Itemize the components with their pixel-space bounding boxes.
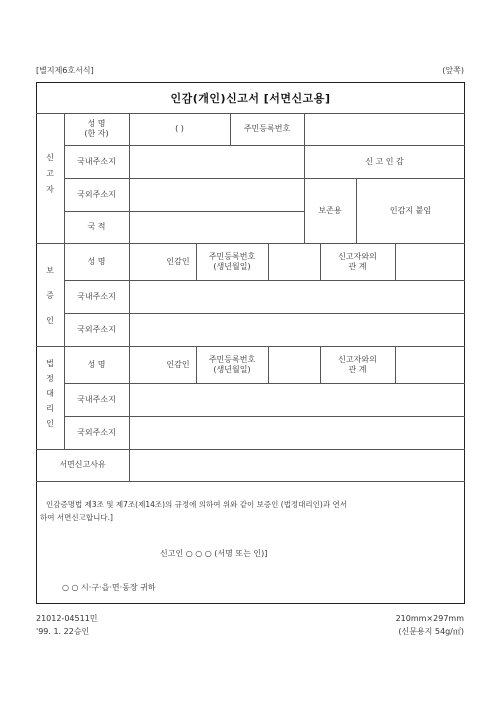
agent-rrn-field[interactable] (268, 346, 320, 383)
rrn-field[interactable] (304, 113, 465, 145)
nationality-field[interactable] (129, 211, 304, 243)
divider (36, 481, 465, 482)
paper-size: 210mm×297mm (395, 614, 464, 623)
form-code: 21012-04511민 (36, 614, 98, 623)
form-title: 인감(개인)신고서 [서면신고용] (170, 92, 331, 105)
recipient-line: ○ ○ 시·구·읍·면·동장 귀하 (62, 583, 156, 592)
seal-attach-area[interactable]: 인감지 붙임 (389, 205, 432, 215)
domestic-address-label: 국내주소지 (77, 156, 116, 166)
name-label: 성 명 (한 자) (84, 119, 109, 138)
rrn-label: 주민등록번호 (243, 124, 291, 133)
agent-name-label: 성 명 (87, 359, 106, 369)
agent-domestic-address-label: 국내주소지 (77, 394, 116, 404)
domestic-address-field[interactable] (129, 145, 304, 178)
reason-label: 서면신고사유 (59, 460, 106, 469)
guarantor-domestic-address-field[interactable] (129, 280, 465, 313)
reason-field[interactable] (129, 449, 465, 481)
agent-foreign-address-label: 국외주소지 (77, 427, 116, 437)
seal-header: 신 고 인 감 (365, 156, 404, 166)
agent-seal-label: 인감인 (166, 359, 190, 369)
guarantor-name-label: 성 명 (87, 256, 106, 266)
guarantor-foreign-address-field[interactable] (129, 313, 465, 346)
applicant-section-label: 신 고 자 (46, 153, 54, 194)
agent-relation-label: 신고자와의 관 계 (338, 354, 377, 374)
form-number: [별지제6호서식] (36, 66, 94, 75)
guarantor-seal-label: 인감인 (166, 256, 190, 266)
approval-date: '99. 1. 22승인 (36, 627, 90, 636)
guarantor-rrn-field[interactable] (268, 243, 320, 280)
page-side-label: (앞쪽) (442, 66, 464, 75)
nationality-label: 국 적 (87, 222, 106, 231)
agent-domestic-address-field[interactable] (129, 383, 465, 416)
guarantor-section-label: 보 증 인 (46, 266, 54, 325)
foreign-address-label: 국외주소지 (77, 189, 116, 199)
hanja-name-field[interactable]: ( ) (175, 124, 184, 133)
signer-line[interactable]: 신고인 ○ ○ ○ (서명 또는 인)] (160, 549, 268, 558)
foreign-address-field[interactable] (129, 178, 304, 211)
guarantor-domestic-address-label: 국내주소지 (77, 291, 116, 301)
guarantor-relation-label: 신고자와의 관 계 (338, 251, 377, 271)
paper-type: (신문용지 54g/㎡) (398, 627, 464, 636)
guarantor-foreign-address-label: 국외주소지 (77, 324, 116, 334)
statement-line-2: 하여 서면신고합니다.] (40, 513, 113, 522)
legal-agent-section-label: 법 정 대 리 인 (46, 359, 54, 428)
agent-rrn-label: 주민등록번호 (생년월일) (208, 354, 256, 374)
statement-line-1: 인감증명법 제3조 및 제7조(제14조)의 규정에 의하여 위와 같이 보증인 (법정대리인)과 연서 (46, 500, 347, 509)
guarantor-rrn-label: 주민등록번호 (생년월일) (208, 251, 256, 271)
agent-relation-field[interactable] (395, 346, 465, 383)
guarantor-relation-field[interactable] (395, 243, 465, 280)
agent-foreign-address-field[interactable] (129, 416, 465, 449)
keep-copy-label: 보존용 (318, 205, 342, 215)
